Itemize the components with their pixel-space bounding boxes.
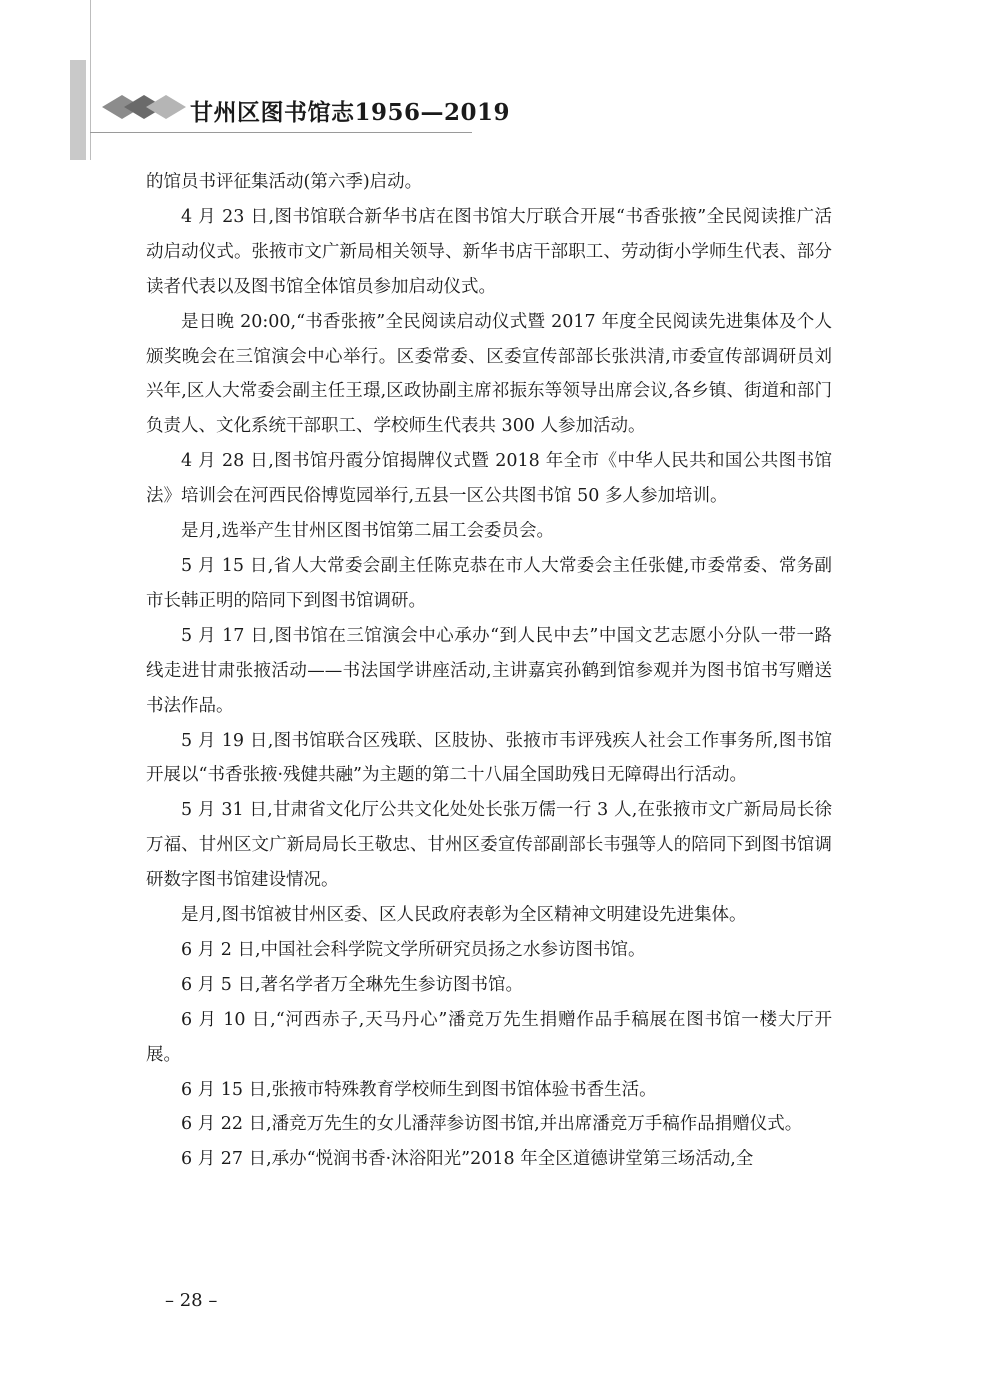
body-text — [146, 165, 832, 1177]
page-number: – 28 – — [165, 1290, 218, 1311]
paragraph: 6 月 27 日,承办“悦润书香·沐浴阳光”2018 年全区道德讲堂第三场活动,全 — [181, 1149, 754, 1170]
margin-rule-vertical — [90, 0, 91, 160]
header-rule — [90, 132, 472, 133]
paragraph: 6 月 5 日,著名学者万全琳先生参访图书馆。 — [181, 974, 524, 995]
paragraph: 是日晚 20:00,“书香张掖”全民阅读启动仪式暨 2017 年度全民阅读先进集体及个人颁奖晚会在三馆演会中心举行。区委常委、区委宣传部部长张洪清,市委宣传部调研员刘兴年,区人大常委会副主任王璟,区政协副主席祁振东等领导出席会议,各乡镇、街道和部门负责人、文化系统干部职工、学校师生代表共 300 人参加活动。 — [146, 311, 832, 437]
paragraph: 4 月 23 日,图书馆联合新华书店在图书馆大厅联合开展“书香张掖”全民阅读推广活动启动仪式。张掖市文广新局相关领导、新华书店干部职工、劳动街小学师生代表、部分读者代表以及图书馆全体馆员参加启动仪式。 — [146, 206, 832, 297]
paragraph: 6 月 22 日,潘竞万先生的女儿潘萍参访图书馆,并出席潘竞万手稿作品捐赠仪式。 — [181, 1114, 803, 1135]
paragraph: 4 月 28 日,图书馆丹霞分馆揭牌仪式暨 2018 年全市《中华人民共和国公共图书馆法》培训会在河西民俗博览园举行,五县一区公共图书馆 50 多人参加培训。 — [146, 451, 832, 507]
paragraph: 是月,选举产生甘州区图书馆第二届工会委员会。 — [181, 521, 555, 542]
paragraph: 6 月 2 日,中国社会科学院文学所研究员扬之水参访图书馆。 — [181, 939, 646, 960]
paragraph: 是月,图书馆被甘州区委、区人民政府表彰为全区精神文明建设先进集体。 — [181, 905, 747, 926]
margin-bar-decoration — [70, 60, 86, 160]
paragraph: 6 月 15 日,张掖市特殊教育学校师生到图书馆体验书香生活。 — [181, 1079, 657, 1100]
running-header-title: 甘州区图书馆志1956—2019 — [190, 99, 511, 126]
paragraph: 5 月 15 日,省人大常委会副主任陈克恭在市人大常委会主任张健,市委常委、常务副市长韩正明的陪同下到图书馆调研。 — [146, 555, 832, 611]
diamond-ornament-icon — [100, 93, 200, 121]
paragraph: 5 月 31 日,甘肃省文化厅公共文化处处长张万儒一行 3 人,在张掖市文广新局局长徐万福、甘州区文广新局局长王敬忠、甘州区委宣传部副部长韦强等人的陪同下到图书馆调研数字图书馆建设情况。 — [146, 800, 832, 891]
paragraph: 5 月 17 日,图书馆在三馆演会中心承办“到人民中去”中国文艺志愿小分队一带一路线走进甘肃张掖活动——书法国学讲座活动,主讲嘉宾孙鹤到馆参观并为图书馆书写赠送书法作品。 — [146, 625, 832, 716]
paragraph: 的馆员书评征集活动(第六季)启动。 — [146, 172, 423, 192]
paragraph: 6 月 10 日,“河西赤子,天马丹心”潘竞万先生捐赠作品手稿展在图书馆一楼大厅开展。 — [146, 1009, 832, 1065]
paragraph: 5 月 19 日,图书馆联合区残联、区肢协、张掖市韦评残疾人社会工作事务所,图书馆开展以“书香张掖·残健共融”为主题的第二十八届全国助残日无障碍出行活动。 — [146, 730, 832, 786]
